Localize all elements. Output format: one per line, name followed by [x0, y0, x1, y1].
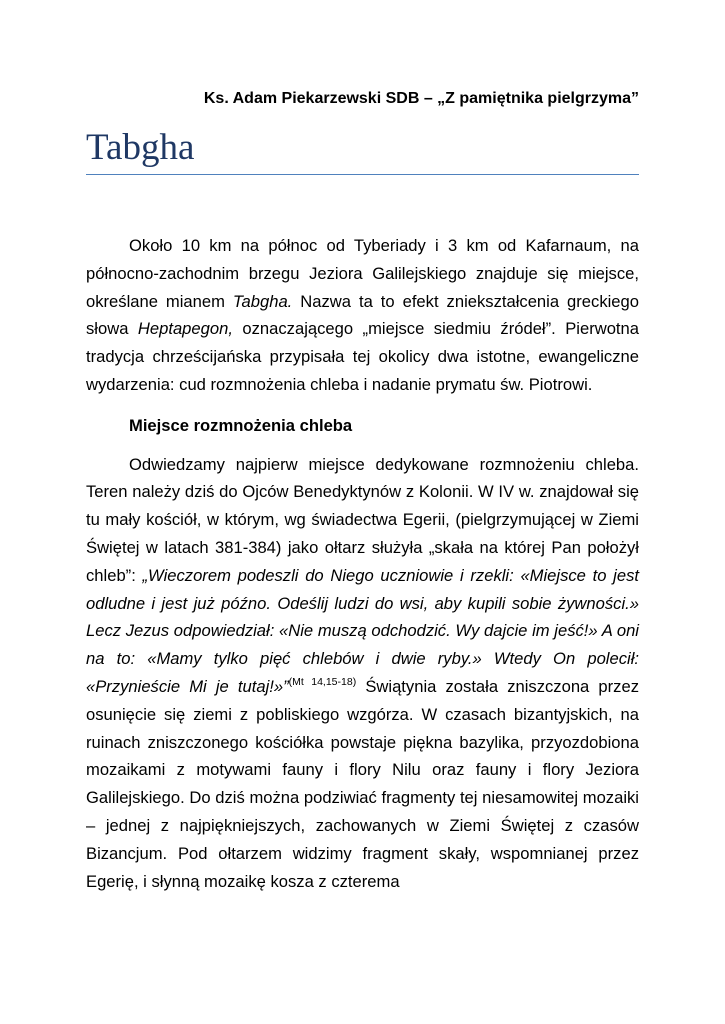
paragraph-text: Około 10 km na północ od Tyberiady i 3 km od Kafarnaum, na północno-zachodnim brzegu Jeziora Galilejskiego znajduje się miejsce, określane mianem	[86, 236, 639, 311]
section-heading: Miejsce rozmnożenia chleba	[129, 415, 353, 435]
paragraph-intro	[86, 232, 639, 399]
running-header: Ks. Adam Piekarzewski SDB – „Z pamiętnika pielgrzyma”	[203, 90, 639, 107]
paragraph-text: Nazwa ta to efekt zniekształcenia greckiego słowa	[86, 291, 639, 339]
paragraph-text: Świątynia została zniszczona przez osunięcie się ziemi z pobliskiego wzgórza. W czasach bizantyjskich, na ruinach zniszczonego kościółka powstaje piękna bazylika, przyozdobiona mozaikami z motywami fauny i flory Nilu oraz fauny i flory Jeziora Galilejskiego. Do dziś można podziwiać fragmenty tej niesamowitej mozaiki – jednej z najpiękniejszych, zachowanych w Ziemi Świętej z czasów Bizancjum. Pod ołtarzem widzimy fragment skały, wspomnianej przez Egerię, i słynną mozaikę kosza z czterema	[86, 676, 640, 891]
paragraph-bread	[86, 451, 639, 896]
bible-quote: „Wieczorem podeszli do Niego uczniowie i rzekli: «Miejsce to jest odludne i jest już późno. Odeślij ludzi do wsi, aby kupili sobie żywności.» Lecz Jezus odpowiedział: «Nie muszą odchodzić. Wy dajcie im jeść!» A oni na to: «Mamy tylko pięć chlebów i dwie ryby.» Wtedy On polecił: «Przynieście Mi je tutaj!»”	[86, 565, 639, 696]
paragraph-text: oznaczającego „miejsce siedmiu źródeł”. Pierwotna tradycja chrześcijańska przypisała tej okolicy dwa istotne, ewangeliczne wydarzenia: cud rozmnożenia chleba i nadanie prymatu św. Piotrowi.	[86, 319, 639, 394]
term-tabgha: Tabgha.	[232, 291, 293, 311]
document-body	[86, 232, 639, 895]
term-heptapegon: Heptapegon,	[137, 319, 233, 339]
page-title: Tabgha	[86, 126, 639, 175]
paragraph-text: Odwiedzamy najpierw miejsce dedykowane rozmnożeniu chleba. Teren należy dziś do Ojców Benedyktynów z Kolonii. W IV w. znajdował się tu mały kościół, w którym, wg świadectwa Egerii, (pielgrzymującej w Ziemi Świętej w latach 381-384) jako ołtarz służyła „skała na której Pan położył chleb”:	[86, 454, 639, 585]
bible-reference: (Mt 14,15-18)	[288, 675, 357, 688]
